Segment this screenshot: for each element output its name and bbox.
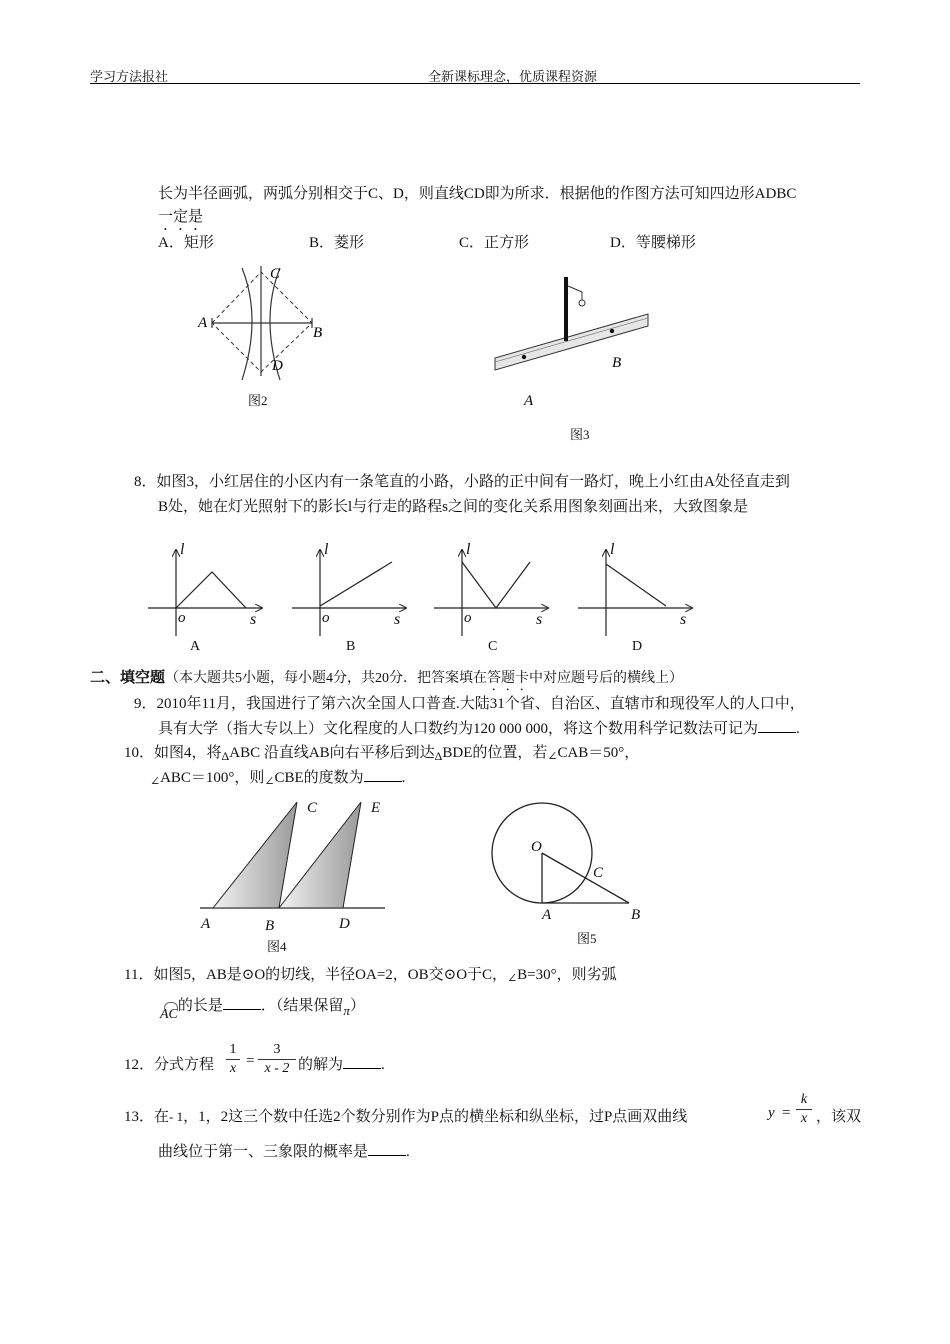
q11-pi: π [343,1003,350,1018]
q11-answer-blank[interactable] [223,995,261,1010]
fig2-label-d: D [272,358,283,374]
fig2-caption: 图2 [248,393,268,408]
fig2-arc-left [242,268,252,380]
graph-c-curve [462,562,530,608]
q12-f2-num: 3 [273,1042,281,1057]
fig4-label-e: E [371,800,381,816]
q13-line2 [158,1140,410,1161]
q13-end: . [406,1144,410,1160]
fig2-quadrilateral [212,272,312,372]
q7-option-c: C．正方形 [459,235,530,251]
triangle-symbol-1: Δ [221,749,230,763]
graph-b-label: B [346,639,356,654]
fig3-label-a: A [524,393,534,409]
q11-p3: 的长是 [177,998,223,1014]
q13-y: y [768,1105,775,1121]
fig4-triangle-abc [213,802,297,908]
graph-c-o: o [464,610,472,626]
fig3-point-a [522,355,526,359]
q10-p1: 10．如图4，将 [124,745,222,761]
figure-2 [190,258,340,388]
q9-end: . [796,721,800,737]
triangle-symbol-2: Δ [434,749,443,763]
fig5-label-c: C [593,865,604,881]
q13-equals: = [782,1105,791,1121]
graph-b-curve [320,562,392,606]
q9-text: 具有大学（指大专以上）文化程度的人口数约为120 000 000，将这个数用科学记数法可记为 [158,721,759,737]
q12-p1: 12．分式方程 [124,1057,215,1073]
fig2-label-b: B [313,325,323,341]
q11-p4: ．（结果保留 [260,998,344,1014]
graph-c-label: C [488,639,498,654]
q7-option-b: B．菱形 [309,235,365,251]
graph-a-label: A [190,639,201,654]
q9-line1: 9．2010年11月，我国进行了第六次全国人口普查.大陆31个省、自治区、直辖市和现役军人的人口中， [134,696,805,712]
fig3-label-b: B [612,355,622,371]
fig4-label-d: D [339,916,350,932]
fig4-label-a: A [201,916,211,932]
q11-arc-label: AC [160,1007,178,1022]
section2-note-dotted: 答题卡 [487,671,530,686]
q10-p2: ABC 沿直线AB向右平移后到达 [229,745,435,761]
graph-a-curve [176,572,246,608]
header-left: 学习方法报社 [90,69,169,84]
graph-d-curve [606,564,666,606]
graph-options [140,536,720,654]
section2-note-before: （本大题共5小题，每小题4分，共20分．把答案填在 [165,671,488,686]
section2-title: 二、填空题 [90,670,166,686]
q7-line1: 长为半径画弧，两弧分别相交于C、D，则直线CD即为所求．根据他的作图方法可知四边形ADBC [158,186,797,202]
q12-f1-bar [226,1059,240,1060]
fig2-label-c: C [270,266,281,282]
q12-tail [298,1053,385,1074]
q13-fraction [796,1092,812,1127]
q10-end: . [401,770,406,786]
figure-4 [195,790,390,938]
q10-line2 [150,766,405,789]
q13-bar [796,1109,812,1110]
q12-f1-den: x [229,1061,237,1076]
q10-p6: CBE的度数为 [274,770,364,786]
graph-d-s: s [680,611,687,628]
fig5-label-o: O [531,839,542,855]
fig3-lamp-arm [568,286,582,292]
q11-line1 [124,963,617,986]
figure-3 [490,272,655,414]
graph-d-l: l [610,541,615,558]
graph-d-label: D [632,639,643,654]
fig3-road-edge [495,318,648,362]
q7-option-d: D．等腰梯形 [610,235,696,251]
arc-symbol [164,1002,178,1009]
q13-answer-blank[interactable] [368,1141,406,1156]
q8-line2: B处，她在灯光照射下的影长l与行走的路程s之间的变化关系用图象刻画出来，大致图象是 [158,499,749,515]
graph-a-l: l [180,541,185,558]
q12-answer-blank[interactable] [343,1054,381,1069]
q10-p4: CAB＝50°， [557,745,640,761]
fig3-caption: 图3 [570,427,590,442]
q12-f1-num: 1 [229,1042,237,1057]
q12-f2-bar [258,1059,296,1060]
graph-b-o: o [322,610,330,626]
q13-line2-text: 曲线位于第一、三象限的概率是 [158,1144,369,1160]
fig5-label-a: A [542,907,552,923]
q13-p1: 13．在 [124,1109,170,1125]
q13-p3: ，该双 [816,1109,862,1125]
fig5-caption: 图5 [577,931,597,946]
q9-answer-blank[interactable] [758,718,796,733]
angle-symbol-3: ∠ [264,774,275,788]
q11-line2 [160,994,365,1023]
graph-c-l: l [466,541,471,558]
fig5-label-b: B [631,907,641,923]
q11-arc [160,1007,178,1023]
q7-line2 [158,205,203,234]
q13-p2: ，1，2这三个数中任选2个数分别作为P点的横坐标和纵坐标，过P点画双曲线 [183,1109,688,1125]
q13-neg1: - 1 [169,1109,184,1124]
q11-p2: B=30°，则劣弧 [517,967,617,983]
graph-c-s: s [536,611,543,628]
q10-line1 [124,741,639,764]
q13-x: x [800,1111,808,1126]
q7-emphasis: 一定是 [158,209,204,225]
fig4-label-c: C [307,800,318,816]
header-center: 全新课标理念，优质课程资源 [428,69,598,84]
fig2-label-a: A [198,315,208,331]
fig4-label-b: B [265,918,275,934]
angle-symbol-2: ∠ [150,774,161,788]
q12-fraction-2 [258,1042,296,1077]
q7-option-a: A．矩形 [158,235,214,251]
graph-b-l: l [324,541,329,558]
q10-p3: BDE的位置，若 [442,745,548,761]
q13-k: k [800,1092,808,1107]
angle-symbol-1: ∠ [547,749,558,763]
q12-f2-den: x - 2 [264,1061,290,1076]
q12-equals: = [246,1053,255,1069]
fig3-lamp-pole [564,277,568,341]
figure-5 [485,795,655,925]
section2-heading [90,666,683,694]
section2-note-after: 中对应题号后的横线上） [529,671,684,686]
q11-p1: 11．如图5，AB是⊙O的切线，半径OA=2，OB交⊙O于C， [124,967,508,983]
fig3-point-b [610,329,614,333]
q11-p5: ） [349,998,365,1014]
graph-b-s: s [394,611,401,628]
q10-p5: ABC＝100°，则 [160,770,265,786]
graph-a-o: o [178,610,186,626]
graph-a-s: s [250,611,257,628]
fig4-caption: 图4 [267,939,287,954]
q9-line2 [158,717,800,738]
angle-symbol-4: ∠ [507,971,518,985]
q10-answer-blank[interactable] [364,767,402,782]
fig3-lamp-bulb [579,300,585,306]
fig5-line-ob [542,853,629,903]
q8-line1: 8．如图3，小红居住的小区内有一条笔直的小路，小路的正中间有一路灯，晚上小红由A处径直走到 [134,474,790,490]
header-rule [90,83,860,84]
q13-line1 [124,1105,687,1126]
q12-fraction-1 [226,1042,240,1077]
q12-end: . [381,1057,385,1073]
q12-p2: 的解为 [298,1057,344,1073]
fig3-road [495,314,648,370]
